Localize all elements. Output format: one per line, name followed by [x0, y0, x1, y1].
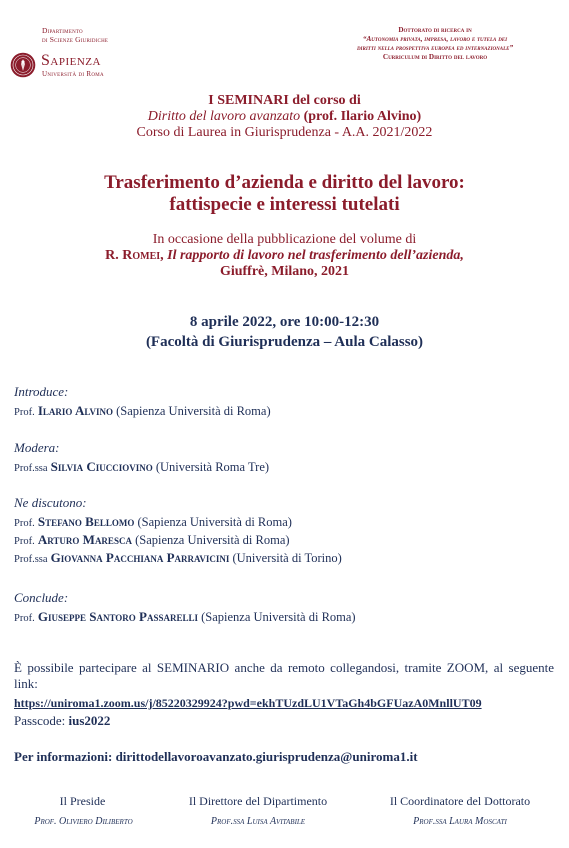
speaker-name: Stefano Bellomo [37, 514, 135, 529]
speaker-name: Arturo Maresca [37, 532, 132, 547]
speaker-title: Prof. [14, 518, 35, 529]
signature-role-coordinatore: Il Coordinatore del Dottorato [389, 794, 531, 808]
speaker-affiliation: (Università di Torino) [232, 551, 342, 565]
speaker-discutono-1 [14, 514, 292, 530]
speaker-title: Prof. [14, 536, 35, 547]
speaker-introduce [14, 403, 271, 419]
event-location: (Facoltà di Giurisprudenza – Aula Calasso) [145, 334, 424, 350]
speaker-name: Silvia Ciucciovino [50, 459, 153, 474]
phd-line4: Curriculum di Diritto del lavoro [382, 53, 488, 61]
seminar-line3: Corso di Laurea in Giurisprudenza - A.A. 2021/2022 [136, 125, 433, 140]
speaker-affiliation: (Sapienza Università di Roma) [201, 610, 356, 624]
occasion-book-line [0, 248, 569, 264]
zoom-link[interactable]: https://uniroma1.zoom.us/j/85220329924?pwd=ekhTUzdLU1VTaGh4bGFUazA0MnllUT09 [14, 696, 482, 710]
event-date-block [0, 312, 569, 352]
speaker-discutono-2 [14, 532, 290, 548]
book-publisher: Giuffrè, Milano, 2021 [219, 264, 350, 279]
speaker-modera [14, 459, 269, 475]
speaker-affiliation: (Sapienza Università di Roma) [116, 404, 271, 418]
book-author: R. Romei, [105, 248, 164, 263]
signature-name-direttore: Prof.ssa Luisa Avitabile [210, 816, 306, 827]
book-title: Il rapporto di lavoro nel trasferimento dell’azienda, [167, 248, 464, 263]
department-heading [42, 26, 108, 44]
seminar-line1: I SEMINARI del corso di [208, 93, 361, 108]
event-title [0, 172, 569, 216]
introduce-label: Introduce: [14, 384, 69, 399]
speaker-title: Prof. [14, 613, 35, 624]
phd-line3: diritti nella prospettiva europea ed internazionale” [356, 44, 514, 52]
speaker-title: Prof. [14, 407, 35, 418]
speaker-name: Ilario Alvino [37, 403, 114, 418]
speaker-title: Prof.ssa [14, 463, 48, 474]
department-line2: di Scienze Giuridiche [42, 35, 109, 44]
university-subtitle: Università di Roma [42, 70, 104, 78]
speaker-discutono-3 [14, 550, 342, 566]
speaker-name: Giuseppe Santoro Passarelli [37, 609, 198, 624]
discutono-label: Ne discutono: [14, 495, 87, 510]
modera-label: Modera: [14, 440, 60, 455]
occasion-line1: In occasione della pubblicazione del volume di [152, 232, 417, 247]
department-line1: Dipartimento [42, 26, 83, 35]
phd-line2: “Autonomia privata, impresa, lavoro e tutela dei [362, 35, 508, 43]
signature-name-preside: Prof. Oliviero Diliberto [34, 816, 133, 827]
signature-role-preside: Il Preside [59, 794, 106, 808]
seminar-line2 [0, 109, 569, 125]
seminar-heading [0, 93, 569, 141]
passcode-label: Passcode: [14, 713, 66, 728]
conclude-label: Conclude: [14, 590, 69, 605]
event-title-line1: Trasferimento d’azienda e diritto del lavoro: [104, 172, 465, 193]
event-title-line2: fattispecie e interessi tutelati [169, 194, 400, 215]
passcode-line [14, 713, 110, 729]
speaker-name: Giovanna Pacchiana Parravicini [50, 550, 230, 565]
occasion-block [0, 232, 569, 280]
course-professor: (prof. Ilario Alvino) [303, 109, 422, 124]
contact-info: Per informazioni: dirittodellavoroavanzato.giurisprudenza@uniroma1.it [14, 749, 418, 764]
speaker-affiliation: (Sapienza Università di Roma) [137, 515, 292, 529]
phd-line1: Dottorato di ricerca in [398, 26, 472, 34]
signature-role-direttore: Il Direttore del Dipartimento [188, 794, 328, 808]
speaker-affiliation: (Università Roma Tre) [155, 460, 270, 474]
sapienza-seal-logo [10, 52, 36, 78]
phd-heading [315, 26, 555, 62]
speaker-title: Prof.ssa [14, 554, 48, 565]
passcode-value: ius2022 [68, 713, 111, 728]
signature-name-coordinatore: Prof.ssa Laura Moscati [413, 816, 507, 827]
speaker-affiliation: (Sapienza Università di Roma) [135, 533, 290, 547]
event-date: 8 aprile 2022, ore 10:00-12:30 [189, 314, 380, 330]
speaker-conclude [14, 609, 356, 625]
remote-participation-text: È possibile partecipare al SEMINARIO anche da remoto collegandosi, tramite ZOOM, al seguente link: [14, 660, 554, 691]
university-name: Sapienza [41, 52, 101, 69]
course-name: Diritto del lavoro avanzato [147, 109, 301, 124]
